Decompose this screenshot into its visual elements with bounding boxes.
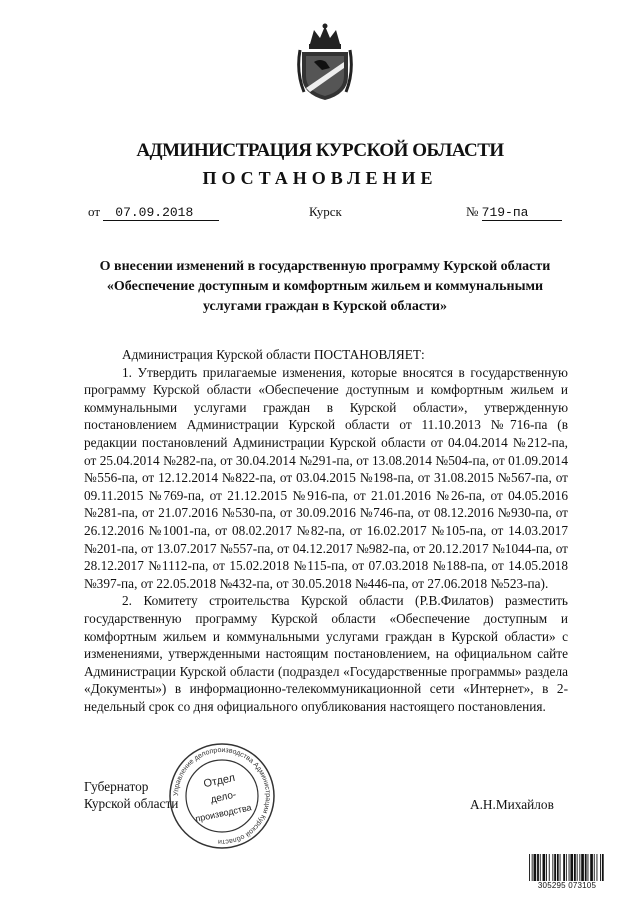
barcode-bar xyxy=(581,854,584,882)
document-date: 07.09.2018 xyxy=(103,205,219,221)
barcode-bar xyxy=(579,854,580,882)
barcode-bar xyxy=(557,854,559,882)
signatory-name: А.Н.Михайлов xyxy=(470,797,554,812)
barcode-bar xyxy=(529,854,530,882)
document-subject xyxy=(60,257,590,317)
number-line xyxy=(466,204,562,221)
round-stamp-icon xyxy=(166,740,278,852)
barcode-bar xyxy=(588,854,589,882)
barcode-bar xyxy=(594,854,595,882)
stamp-line-1: Отдел xyxy=(202,771,237,791)
stamp-line-2: дело- xyxy=(209,789,238,806)
barcode-bar xyxy=(570,854,573,882)
subject-line-3: услугами граждан в Курской области» xyxy=(202,299,447,314)
barcode-bar xyxy=(597,854,598,882)
organization-title: АДМИНИСТРАЦИЯ КУРСКОЙ ОБЛАСТИ xyxy=(136,140,504,161)
barcode-bar xyxy=(540,854,541,882)
document-body xyxy=(84,346,568,715)
barcode-bar xyxy=(546,854,547,882)
body-intro: Администрация Курской области ПОСТАНОВЛЯЕТ: xyxy=(122,347,425,362)
stamp-line-3: производства xyxy=(194,802,253,824)
barcode-bar xyxy=(554,854,556,882)
barcode-bar xyxy=(585,854,587,882)
subject-line-1: О внесении изменений в государственную программу Курской области xyxy=(99,259,551,274)
body-paragraph-1: 1. Утвердить прилагаемые изменения, которые вносятся в государственную программу Курской области «Обеспечение доступным и комфортным жильем и коммунальными услугами граждан в Курской области», утвержденную постановлением Администрации Курской области от 11.10.2013 №716-па (в редакции постановлений Администрации Курской области от 04.04.2014 №212-па, от 25.04.2014 №282-па, от 30.04.2014 №291-па, от 13.08.2014 №504-па, от 01.09.2014 №556-па, от 12.12.2014 №822-па, от 03.04.2015 №198-па, от 31.08.2015 №567-па, от 09.11.2015 №769-па, от 21.12.2015 №916-па, от 21.01.2016 №26-па, от 04.05.2016 №281-па, от 21.07.2016 №530-па, от 30.09.2016 №746-па, от 08.12.2016 №930-па, от 26.12.2016 №1001-па, от 08.02.2017 №82-па, от 16.02.2017 №105-па, от 14.03.2017 №201-па, от 13.07.2017 №557-па, от 04.12.2017 №982-па, от 20.12.2017 №1044-па, от 28.12.2017 №1112-па, от 15.02.2018 №115-па, от 07.03.2018 №188-па, от 14.05.2018 №397-па, от 22.05.2018 №432-па, от 30.05.2018 №446-па, от 27.06.2018 №523-па). xyxy=(84,364,568,591)
document-number: 719-па xyxy=(482,205,562,221)
signatory-title-line-2: Курской области xyxy=(84,796,179,811)
signatory-title-line-1: Губернатор xyxy=(84,779,149,794)
signatory-title xyxy=(84,778,178,812)
number-prefix: № xyxy=(466,204,479,219)
subject-line-2: «Обеспечение доступным и комфортным жильем и коммунальными xyxy=(106,279,544,294)
body-paragraph-2: 2. Комитету строительства Курской области (Р.В.Филатов) разместить государственную программу Курской области «Обеспечение доступным и комфортным жильем и коммунальными услугами граждан в Курской области» с изменениями, утвержденными настоящим постановлением, на официальном сайте Администрации Курской области (подраздел «Государственные программы» раздела «Документы») в информационно-телекоммуникационной сети «Интернет», в 2-недельный срок со дня официального опубликования настоящего постановления. xyxy=(84,593,568,714)
barcode-bar xyxy=(560,854,561,882)
barcode-bar xyxy=(590,854,593,882)
barcode-bar xyxy=(602,854,604,882)
barcode-bar xyxy=(577,854,578,882)
document-city: Курск xyxy=(309,204,342,219)
barcode-bar xyxy=(552,854,553,882)
barcode-bar xyxy=(543,854,546,882)
date-line xyxy=(88,204,219,221)
barcode-bar xyxy=(569,854,570,882)
barcode-bar xyxy=(549,854,550,882)
barcode-bar xyxy=(532,854,533,882)
barcode-bar xyxy=(566,854,567,882)
barcode-bar xyxy=(563,854,565,882)
barcode-number: 305295 073105 xyxy=(528,881,606,890)
barcode-bar xyxy=(534,854,537,882)
barcode-bar xyxy=(574,854,576,882)
coat-of-arms-icon xyxy=(296,22,354,102)
barcode-bar xyxy=(537,854,539,882)
document-type: ПОСТАНОВЛЕНИЕ xyxy=(202,168,438,188)
barcode-bar xyxy=(600,854,601,882)
date-prefix: от xyxy=(88,204,101,219)
stamp-ring-text: Управление делопроизводства Администрации Курской области xyxy=(172,746,272,846)
